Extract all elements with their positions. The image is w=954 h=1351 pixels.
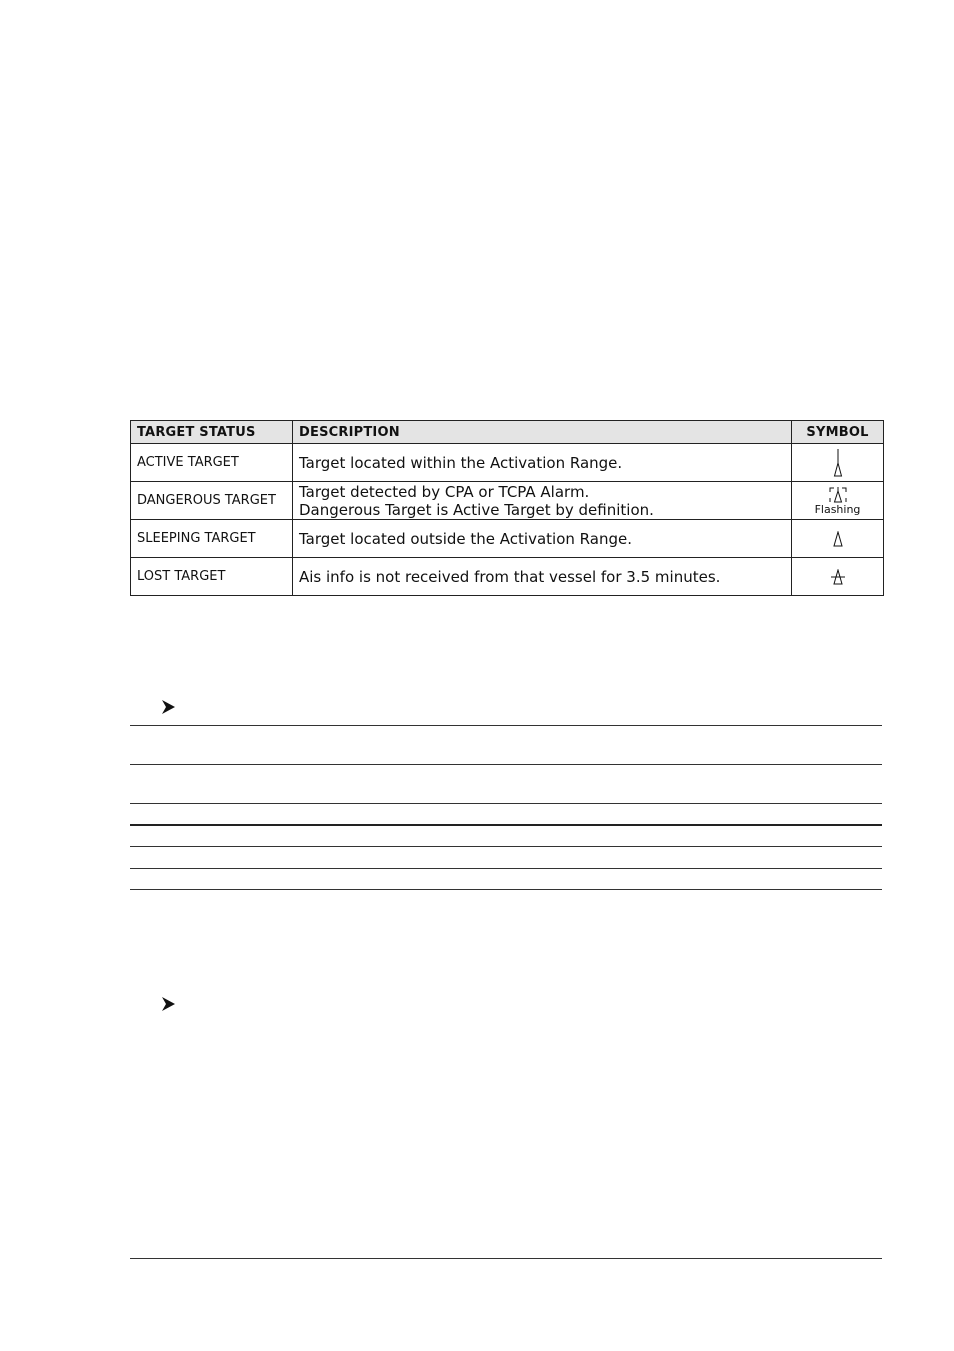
sleeping-target-icon (832, 531, 844, 547)
header-symbol: SYMBOL (792, 421, 884, 444)
flashing-label: Flashing (814, 503, 861, 516)
divider-line (130, 725, 882, 726)
divider-line (130, 803, 882, 804)
table-header-row (131, 421, 884, 444)
lost-target-icon (830, 569, 846, 585)
symbol-cell (792, 520, 884, 558)
divider-line (130, 889, 882, 890)
divider-line (130, 824, 882, 826)
description-line: Target detected by CPA or TCPA Alarm. (299, 482, 590, 501)
footer-rule (130, 1258, 882, 1259)
description-cell (293, 520, 792, 558)
dangerous-target-icon (825, 486, 851, 503)
symbol-cell (792, 444, 884, 482)
description-cell (293, 482, 792, 520)
description-cell (293, 558, 792, 596)
active-target-icon (831, 448, 845, 478)
arrow-bullet-icon (160, 996, 176, 1012)
status-cell: LOST TARGET (131, 558, 293, 596)
arrow-bullet-icon (160, 699, 176, 715)
status-cell: DANGEROUS TARGET (131, 482, 293, 520)
divider-line (130, 846, 882, 847)
table-row-active (131, 444, 884, 482)
table-row-dangerous (131, 482, 884, 520)
description-line: Ais info is not received from that vessel for 3.5 minutes. (299, 567, 721, 586)
header-target-status: TARGET STATUS (131, 421, 293, 444)
status-cell: ACTIVE TARGET (131, 444, 293, 482)
symbol-cell (792, 482, 884, 520)
description-cell (293, 444, 792, 482)
divider-line (130, 764, 882, 765)
description-line: Target located outside the Activation Range. (299, 529, 632, 548)
description-line: Target located within the Activation Range. (299, 453, 623, 472)
table-row-sleeping (131, 520, 884, 558)
target-status-table (130, 420, 884, 596)
symbol-cell (792, 558, 884, 596)
table-row-lost (131, 558, 884, 596)
divider-line (130, 868, 882, 869)
header-description: DESCRIPTION (293, 421, 792, 444)
description-line: Dangerous Target is Active Target by definition. (299, 500, 654, 519)
status-cell: SLEEPING TARGET (131, 520, 293, 558)
